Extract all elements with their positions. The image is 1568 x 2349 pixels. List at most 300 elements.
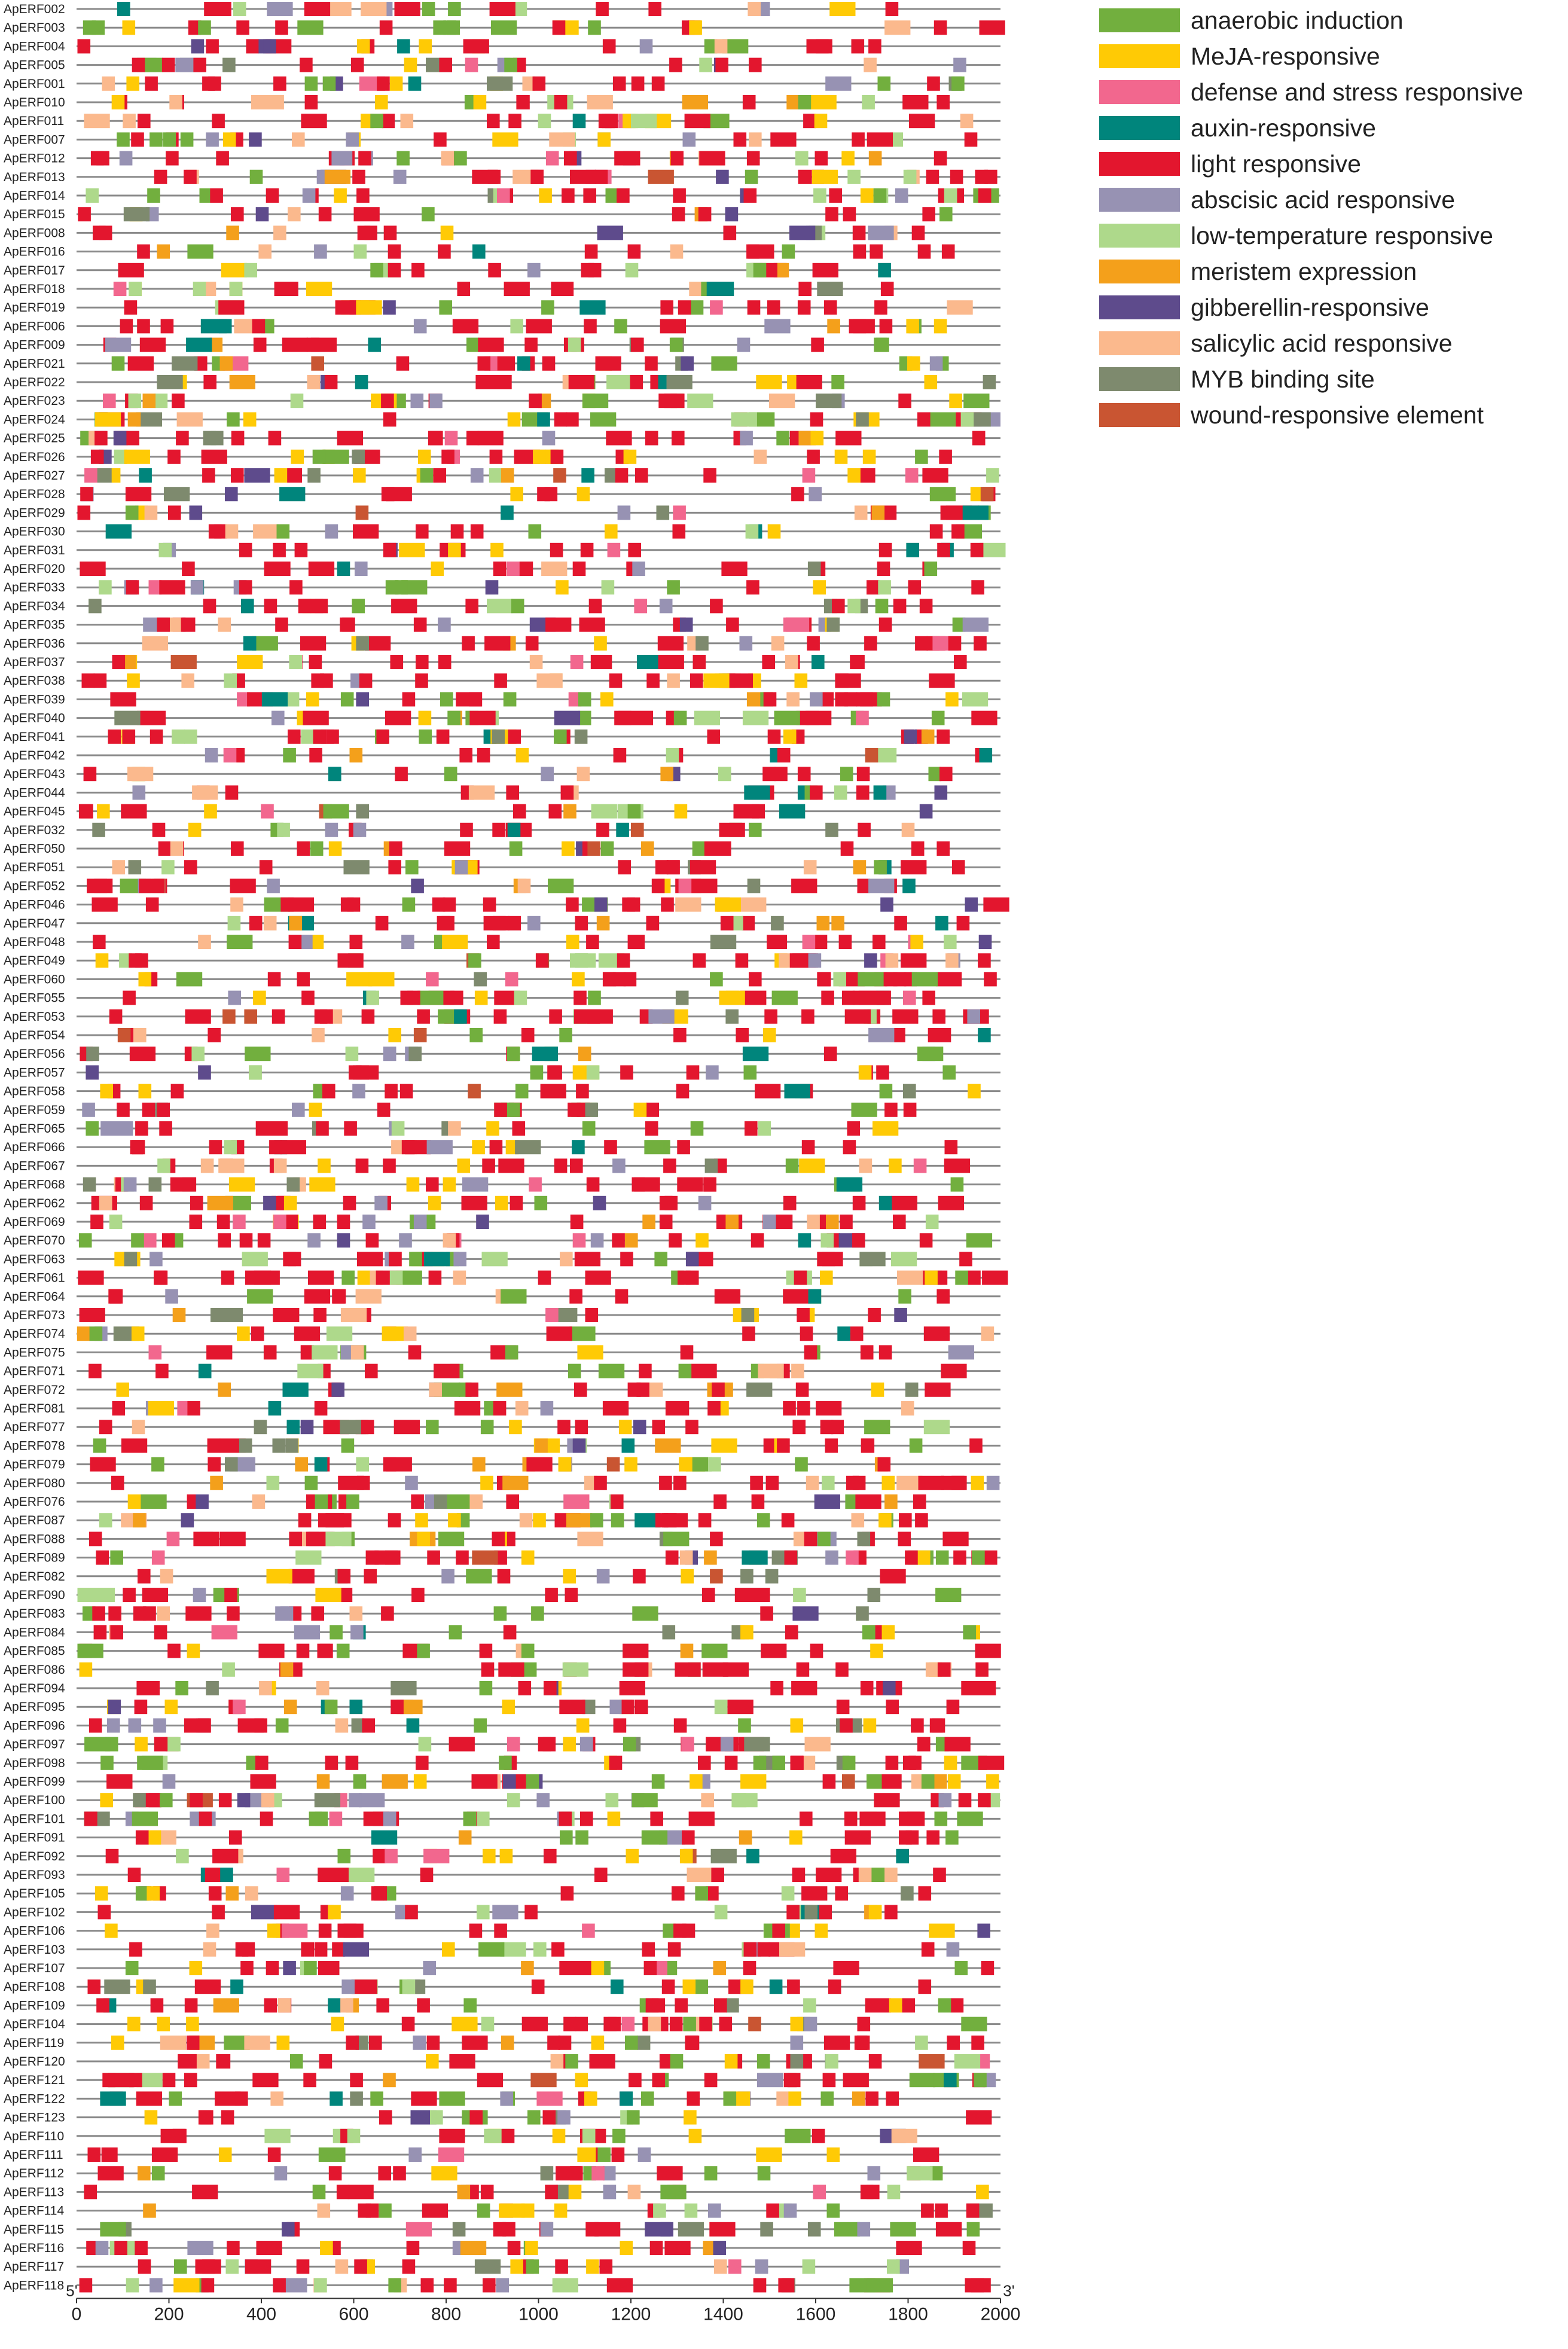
element-lowtemp [944, 935, 957, 949]
element-meristem [660, 767, 673, 781]
element-light [886, 1756, 899, 1770]
element-light [216, 2054, 229, 2069]
element-light [952, 860, 965, 874]
element-light [315, 1942, 328, 1957]
gene-row-ApERF010 [4, 95, 1000, 109]
element-meja [870, 1644, 883, 1658]
element-auxin [269, 1401, 282, 1415]
element-meristem [869, 151, 882, 166]
element-light [792, 1868, 806, 1882]
element-aba [939, 1793, 952, 1807]
element-wound [981, 487, 994, 501]
element-light [434, 132, 447, 147]
element-light [922, 207, 935, 221]
element-light [596, 823, 609, 837]
gene-row-ApERF055 [4, 991, 1000, 1005]
element-light [968, 1271, 981, 1285]
element-light [159, 580, 185, 594]
element-meja [820, 1271, 833, 1285]
element-anaerobic [504, 58, 517, 72]
gene-row-ApERF090 [4, 1588, 1000, 1602]
element-aba [350, 1625, 364, 1639]
gene-row-ApERF032 [4, 823, 1000, 837]
element-auxin [532, 1047, 558, 1061]
axis-tick-label: 1400 [703, 2304, 743, 2324]
element-light [874, 1793, 899, 1807]
gene-row-ApERF112 [4, 2166, 1000, 2180]
element-light [78, 1271, 103, 1285]
element-meja [626, 1849, 639, 1863]
element-anaerobic [84, 1737, 110, 1752]
element-meja [813, 580, 826, 594]
element-light [590, 2054, 615, 2069]
gene-label: ApERF008 [4, 226, 65, 240]
element-salicylic [769, 393, 795, 408]
element-light [472, 1774, 498, 1789]
element-aba [825, 77, 851, 91]
element-meristem [143, 393, 156, 408]
element-light [225, 785, 239, 800]
element-auxin [620, 2091, 633, 2106]
element-lowtemp [264, 2129, 290, 2143]
element-light [942, 245, 955, 259]
element-anaerobic [663, 1532, 689, 1546]
element-aba [492, 1905, 518, 1919]
element-anaerobic [297, 20, 323, 35]
element-light [797, 1308, 810, 1322]
element-salicylic [145, 505, 158, 520]
element-anaerobic [395, 580, 408, 594]
element-meja [442, 1942, 455, 1957]
element-light [843, 1140, 856, 1154]
element-light [886, 2, 899, 16]
element-light [236, 1942, 249, 1957]
element-salicylic [667, 673, 680, 688]
element-salicylic [945, 953, 959, 968]
gene-row-ApERF093 [4, 1868, 1000, 1882]
element-lowtemp [109, 1215, 123, 1229]
element-light [879, 1345, 892, 1359]
element-anaerobic [402, 898, 416, 912]
element-aba [303, 188, 316, 203]
element-anaerobic [935, 1588, 961, 1602]
element-salicylic [587, 95, 613, 109]
element-auxin [878, 263, 891, 277]
element-light [135, 1700, 148, 1714]
element-light [481, 2185, 494, 2199]
element-light [969, 1438, 983, 1453]
element-light [99, 1420, 112, 1434]
element-meja [584, 2091, 597, 2106]
element-light [658, 655, 684, 669]
element-meja [634, 1103, 647, 1117]
element-light [784, 2073, 797, 2087]
gene-label: ApERF076 [4, 1495, 65, 1509]
gene-label: ApERF014 [4, 189, 65, 203]
element-light [351, 58, 364, 72]
element-anaerobic [932, 711, 945, 725]
element-light [915, 1513, 928, 1527]
element-anaerobic [313, 450, 326, 464]
element-myb [475, 2259, 501, 2274]
element-light [797, 1401, 810, 1415]
element-light [758, 1942, 771, 1957]
element-light [274, 282, 288, 296]
element-salicylic [157, 1606, 170, 1621]
element-lowtemp [891, 1252, 917, 1266]
gene-label: ApERF068 [4, 1177, 65, 1192]
element-light [742, 916, 755, 931]
element-meristem [77, 1326, 90, 1341]
element-meristem [817, 916, 830, 931]
element-light [376, 916, 389, 931]
element-light [743, 95, 756, 109]
element-light [227, 1606, 240, 1621]
element-anaerobic [330, 1625, 343, 1639]
element-light [536, 953, 549, 968]
element-anaerobic [864, 1420, 890, 1434]
gene-row-ApERF049 [4, 953, 1000, 968]
element-meja [237, 1326, 250, 1341]
element-light [309, 748, 322, 762]
element-light [951, 524, 965, 539]
element-light [121, 804, 147, 819]
element-light [579, 618, 605, 632]
element-light [810, 785, 823, 800]
element-gibberellin [716, 170, 729, 184]
element-wound [472, 1551, 498, 1565]
element-auxin [746, 1849, 759, 1863]
element-defense [224, 748, 237, 762]
legend-swatch-anaerobic [1099, 8, 1180, 32]
element-gibberellin [282, 2222, 295, 2237]
element-light [369, 2036, 382, 2050]
element-light [289, 1532, 302, 1546]
element-defense [846, 1551, 859, 1565]
element-light [487, 114, 500, 128]
element-light [938, 1196, 964, 1210]
element-light [297, 1644, 310, 1658]
element-light [187, 1401, 200, 1415]
element-light [564, 151, 577, 166]
element-salicylic [307, 375, 321, 389]
element-light [831, 1849, 856, 1863]
element-light [349, 1065, 362, 1079]
element-light [847, 1121, 861, 1136]
element-meja [486, 1121, 499, 1136]
element-light [300, 58, 313, 72]
element-meja [346, 972, 372, 986]
element-aba [471, 468, 484, 483]
element-meja [448, 543, 461, 557]
element-light [774, 935, 788, 949]
element-light [89, 1532, 102, 1546]
element-aba [423, 1961, 436, 1975]
element-light [614, 1718, 627, 1732]
element-light [258, 1644, 271, 1658]
element-light [932, 1009, 945, 1024]
element-aba [133, 785, 146, 800]
element-light [465, 1383, 478, 1397]
element-salicylic [142, 636, 168, 651]
element-meristem [934, 1774, 947, 1789]
axis-tick-label: 1800 [888, 2304, 928, 2324]
element-light [271, 1644, 285, 1658]
element-gibberellin [244, 468, 270, 483]
element-meja [594, 636, 607, 651]
element-light [154, 1737, 167, 1752]
element-light [608, 2017, 621, 2031]
element-light [185, 1606, 211, 1621]
element-light [376, 730, 389, 744]
element-wound [748, 2017, 761, 2031]
element-light [411, 1588, 425, 1602]
element-light [801, 1009, 814, 1024]
element-meja [472, 1140, 485, 1154]
gene-label: ApERF011 [4, 114, 65, 129]
element-light [948, 636, 962, 651]
element-light [549, 1009, 562, 1024]
element-anaerobic [176, 972, 202, 986]
element-light [596, 356, 621, 371]
element-light [898, 393, 911, 408]
element-light [251, 1326, 264, 1341]
element-light [882, 1774, 895, 1789]
gene-row-ApERF061 [4, 1271, 1008, 1285]
element-meja [968, 1084, 981, 1099]
element-light [303, 2073, 316, 2087]
gene-label: ApERF091 [4, 1831, 65, 1845]
element-light [462, 2036, 487, 2050]
element-light [379, 2110, 392, 2125]
element-light [78, 39, 91, 53]
element-light [721, 562, 747, 576]
element-myb [667, 375, 693, 389]
element-light [273, 2278, 286, 2292]
element-meja [357, 39, 370, 53]
element-auxin [572, 1140, 585, 1154]
element-light [547, 1065, 560, 1079]
element-lowtemp [172, 730, 185, 744]
element-meristem [704, 1551, 717, 1565]
element-auxin [874, 785, 887, 800]
element-light [258, 1233, 271, 1247]
element-defense [591, 2166, 605, 2180]
element-meja [690, 1774, 703, 1789]
element-auxin [812, 655, 825, 669]
element-meja [768, 524, 781, 539]
element-light [853, 319, 867, 333]
element-myb [678, 2222, 704, 2237]
gene-label: ApERF090 [4, 1588, 65, 1602]
element-meristem [884, 1494, 898, 1509]
element-light [216, 151, 229, 166]
element-light [266, 188, 279, 203]
element-light [484, 636, 510, 651]
element-light [310, 599, 324, 613]
element-aba [150, 2278, 163, 2292]
element-light [941, 505, 966, 520]
element-lowtemp [129, 282, 142, 296]
gene-label: ApERF039 [4, 693, 65, 707]
element-light [123, 1588, 136, 1602]
element-light [273, 543, 286, 557]
element-lowtemp [349, 1868, 374, 1882]
element-light [138, 1569, 151, 1584]
element-salicylic [261, 1793, 274, 1807]
element-salicylic [278, 1998, 291, 2012]
element-meja [147, 1886, 160, 1900]
element-light [824, 1047, 837, 1061]
element-gibberellin [190, 505, 203, 520]
element-defense [728, 2259, 742, 2274]
element-light [526, 1457, 552, 1472]
element-defense [710, 300, 723, 315]
element-anaerobic [798, 95, 812, 109]
element-light [388, 245, 401, 259]
element-meja [419, 39, 432, 53]
element-meja [719, 991, 745, 1005]
element-anaerobic [938, 1998, 951, 2012]
element-light [766, 2204, 779, 2218]
element-light [736, 1028, 749, 1042]
element-light [902, 95, 928, 109]
element-meja [173, 2278, 199, 2292]
element-anaerobic [930, 487, 956, 501]
element-anaerobic [494, 1606, 507, 1621]
element-light [235, 2091, 248, 2106]
element-salicylic [804, 860, 817, 874]
element-meristem [578, 1047, 591, 1061]
element-anaerobic [554, 730, 567, 744]
element-meristem [713, 1961, 727, 1975]
element-salicylic [530, 655, 543, 669]
gene-row-ApERF058 [4, 1084, 1000, 1099]
element-lowtemp [587, 1065, 600, 1079]
element-aba [895, 188, 908, 203]
element-anaerobic [337, 1644, 350, 1658]
gene-row-ApERF025 [4, 431, 1000, 446]
element-meja [711, 1438, 737, 1453]
element-anaerobic [283, 748, 296, 762]
element-light [852, 132, 865, 147]
gene-label: ApERF083 [4, 1607, 65, 1621]
element-light [921, 2204, 934, 2218]
element-light [754, 2278, 767, 2292]
element-lowtemp [402, 1979, 416, 1994]
element-anaerobic [625, 2036, 638, 2050]
element-light [951, 1998, 964, 2012]
gene-row-ApERF050 [4, 841, 1000, 856]
element-lowtemp [477, 1811, 490, 1826]
element-aba [784, 2204, 797, 2218]
gene-row-ApERF066 [4, 1140, 1000, 1154]
element-anaerobic [972, 1551, 985, 1565]
element-light [251, 1774, 276, 1789]
element-anaerobic [632, 1606, 658, 1621]
element-light [707, 730, 721, 744]
element-meja [145, 2110, 158, 2125]
element-salicylic [689, 282, 702, 296]
gene-label: ApERF121 [4, 2073, 65, 2088]
element-light [357, 1476, 370, 1490]
element-light [652, 2073, 666, 2087]
element-wound [118, 1028, 131, 1042]
element-defense [507, 1737, 520, 1752]
gene-row-ApERF044 [4, 785, 1000, 800]
element-light [879, 618, 892, 632]
element-light [631, 338, 644, 352]
element-light [553, 20, 566, 35]
element-lowtemp [297, 1364, 323, 1378]
element-light [288, 730, 301, 744]
gene-label: ApERF082 [4, 1569, 65, 1584]
element-light [681, 1345, 694, 1359]
element-salicylic [807, 1215, 820, 1229]
element-defense [465, 58, 478, 72]
element-light [337, 431, 363, 446]
element-anaerobic [867, 2278, 893, 2292]
element-light [114, 2241, 127, 2255]
element-light [551, 450, 564, 464]
gene-label: ApERF024 [4, 413, 65, 427]
element-anaerobic [754, 1756, 767, 1770]
element-meja [148, 1831, 161, 1845]
element-light [255, 1756, 269, 1770]
element-gibberellin [789, 225, 815, 240]
element-meja [204, 804, 217, 819]
element-light [373, 1849, 386, 1863]
element-light [978, 1756, 1004, 1770]
gene-label: ApERF102 [4, 1905, 65, 1920]
element-myb [541, 2166, 554, 2180]
element-light [382, 114, 395, 128]
element-light [919, 1476, 944, 1490]
element-light [273, 77, 286, 91]
element-anaerobic [967, 2222, 980, 2237]
gene-row-ApERF039 [4, 692, 1000, 706]
element-light [709, 2222, 735, 2237]
element-aba [527, 916, 541, 931]
gene-label: ApERF036 [4, 636, 65, 651]
gene-label: ApERF105 [4, 1887, 65, 1901]
gene-row-ApERF062 [4, 1196, 1000, 1210]
element-light [865, 2091, 878, 2106]
legend-item-salicylic [1099, 325, 1566, 361]
gene-row-ApERF077 [4, 1420, 1000, 1434]
element-anaerobic [422, 207, 435, 221]
element-light [150, 730, 163, 744]
element-salicylic [560, 1252, 573, 1266]
element-salicylic [225, 524, 239, 539]
element-aba [809, 953, 822, 968]
element-salicylic [168, 618, 181, 632]
element-light [924, 1326, 950, 1341]
gene-row-ApERF091 [4, 1831, 1000, 1845]
element-light [402, 692, 416, 706]
element-light [444, 841, 470, 856]
element-aba [405, 1476, 418, 1490]
element-meja [329, 841, 342, 856]
element-auxin [219, 319, 232, 333]
element-light [231, 841, 244, 856]
element-auxin [315, 1457, 328, 1472]
element-auxin [837, 1326, 850, 1341]
element-myb [791, 2054, 804, 2069]
element-anaerobic [319, 2147, 345, 2162]
gene-label: ApERF048 [4, 935, 65, 949]
element-salicylic [670, 245, 684, 259]
